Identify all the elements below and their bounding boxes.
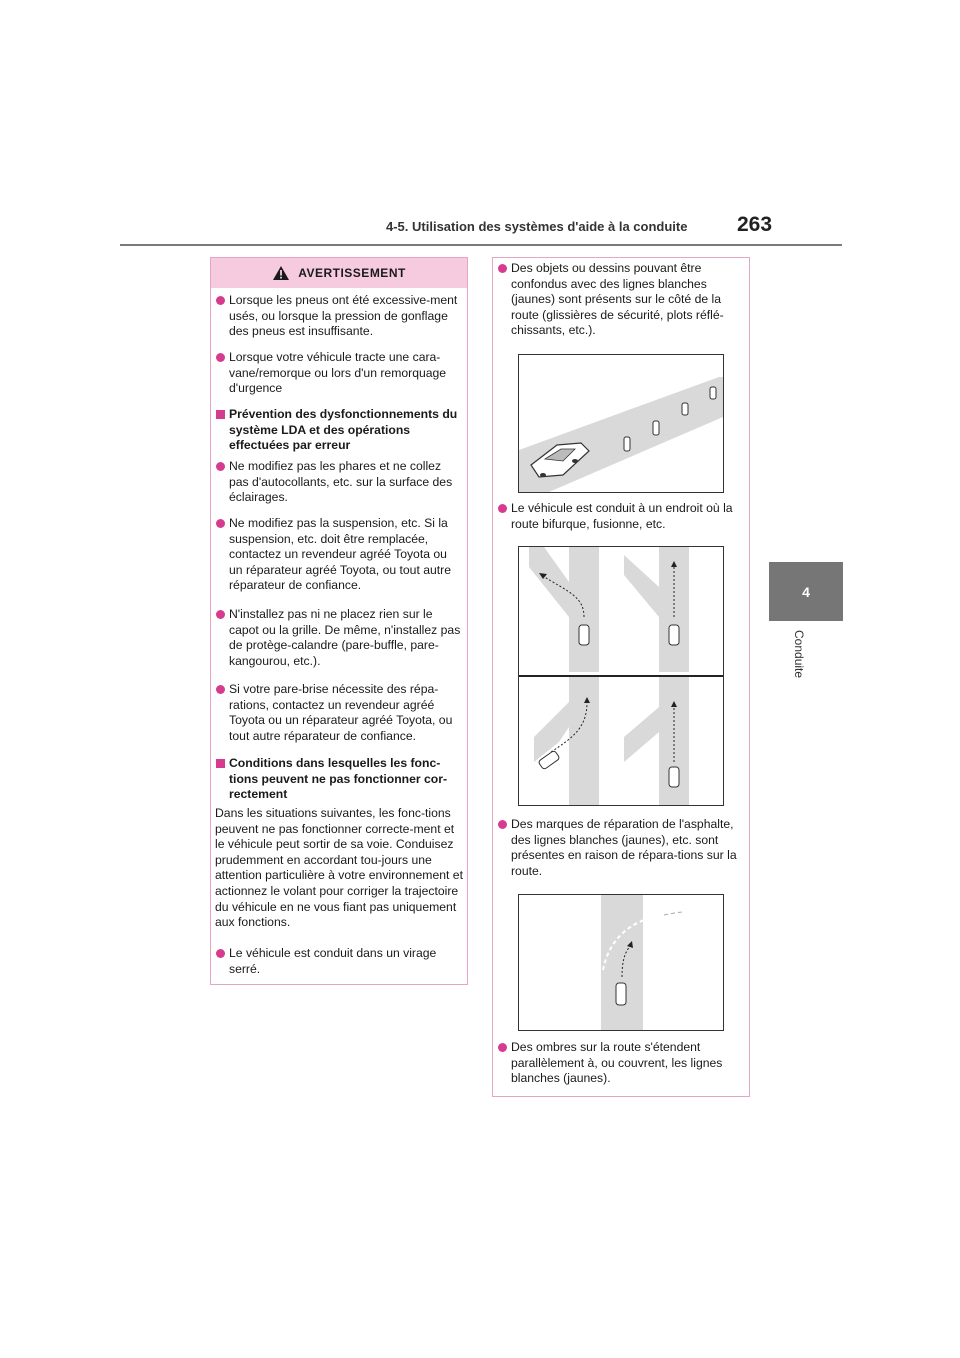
square-bullet-icon xyxy=(216,759,225,768)
section-heading-text: Prévention des dysfonctionnements du système LDA et des opérations effectuées par erreur xyxy=(229,407,458,453)
warning-triangle-icon xyxy=(272,265,290,281)
bullet-icon xyxy=(216,462,225,471)
list-item xyxy=(498,817,744,879)
list-item xyxy=(216,516,462,594)
car-icon xyxy=(616,983,626,1005)
warning-header xyxy=(211,258,467,288)
bullet-icon xyxy=(216,949,225,958)
item-text: Ne modifiez pas les phares et ne collez pas d'autocollants, etc. sur la surface des éclairages. xyxy=(229,459,453,505)
list-item xyxy=(498,261,744,339)
list-item xyxy=(216,350,462,397)
guardrail-diagram xyxy=(519,355,723,492)
item-text: Le véhicule est conduit dans un virage serré. xyxy=(229,946,437,976)
repair-marks-diagram xyxy=(519,895,723,1030)
paragraph-text: Dans les situations suivantes, les fonc-tions peuvent ne pas fonctionner correcte-ment et le véhicule peut sortir de sa voie. Conduisez prudemment en accordant tou-jours une attention particulière à votre environnement et actionnez le volant pour corriger la trajectoire du véhicule en ne vous fiant pas uniquement aux fonctions. xyxy=(215,806,463,930)
fork-merge-illustration xyxy=(518,546,724,806)
item-text: Lorsque les pneus ont été excessive-ment usés, ou lorsque la pression de gonflage des pneus est insuffisante. xyxy=(229,293,458,339)
bullet-icon xyxy=(498,820,507,829)
item-text: Lorsque votre véhicule tracte une cara-vane/remorque ou lors d'un remorquage d'urgence xyxy=(229,350,447,396)
item-text: Ne modifiez pas la suspension, etc. Si la suspension, etc. doit être remplacée, contactez un revendeur agréé Toyota ou un réparateur agréé Toyota, ou tout autre réparateur de confiance. xyxy=(229,516,452,593)
section-title: 4-5. Utilisation des systèmes d'aide à la conduite xyxy=(386,219,688,234)
section-heading xyxy=(216,407,462,454)
square-bullet-icon xyxy=(216,410,225,419)
list-item xyxy=(216,682,462,744)
list-item xyxy=(216,293,462,340)
list-item xyxy=(216,607,462,669)
bullet-icon xyxy=(498,504,507,513)
header-rule xyxy=(120,244,842,246)
chapter-tab xyxy=(769,562,843,621)
item-text: Si votre pare-brise nécessite des répa-rations, contactez un revendeur agréé Toyota ou un réparateur agréé Toyota, ou tout autre réparateur de confiance. xyxy=(229,682,453,743)
bullet-icon xyxy=(216,519,225,528)
paragraph xyxy=(215,806,464,931)
item-text: N'installez pas ni ne placez rien sur le capot ou la grille. De même, n'installez pas de protège-calandre (pare-buffle, pare-kangourou, etc.). xyxy=(229,607,461,668)
bullet-icon xyxy=(216,296,225,305)
page-number: 263 xyxy=(737,213,773,236)
fork-merge-diagram xyxy=(519,547,723,805)
repair-marks-illustration xyxy=(518,894,724,1031)
bullet-icon xyxy=(216,610,225,619)
list-item xyxy=(498,501,744,532)
bullet-icon xyxy=(216,685,225,694)
item-text: Des ombres sur la route s'étendent parallèlement à, ou couvrent, les lignes blanches (jaunes). xyxy=(511,1040,723,1086)
chapter-label: Conduite xyxy=(792,630,806,679)
section-heading xyxy=(216,756,462,803)
section-heading-text: Conditions dans lesquelles les fonc-tions peuvent ne pas fonctionner cor-rectement xyxy=(229,756,448,802)
bullet-icon xyxy=(498,264,507,273)
guardrail-illustration xyxy=(518,354,724,493)
list-item xyxy=(216,459,462,506)
list-item xyxy=(498,1040,744,1087)
item-text: Le véhicule est conduit à un endroit où la route bifurque, fusionne, etc. xyxy=(511,501,733,531)
item-text: Des objets ou dessins pouvant être confondus avec des lignes blanches (jaunes) sont présents sur le côté de la route (glissières de sécurité, plots réflé-chissants, etc.). xyxy=(511,261,724,338)
item-text: Des marques de réparation de l'asphalte, des lignes blanches (jaunes), etc. sont présentes en raison de répara-tions sur la route. xyxy=(511,817,737,878)
bullet-icon xyxy=(216,353,225,362)
warning-heading: AVERTISSEMENT xyxy=(298,266,406,280)
bullet-icon xyxy=(498,1043,507,1052)
list-item xyxy=(216,946,462,977)
chapter-number: 4 xyxy=(802,583,810,600)
